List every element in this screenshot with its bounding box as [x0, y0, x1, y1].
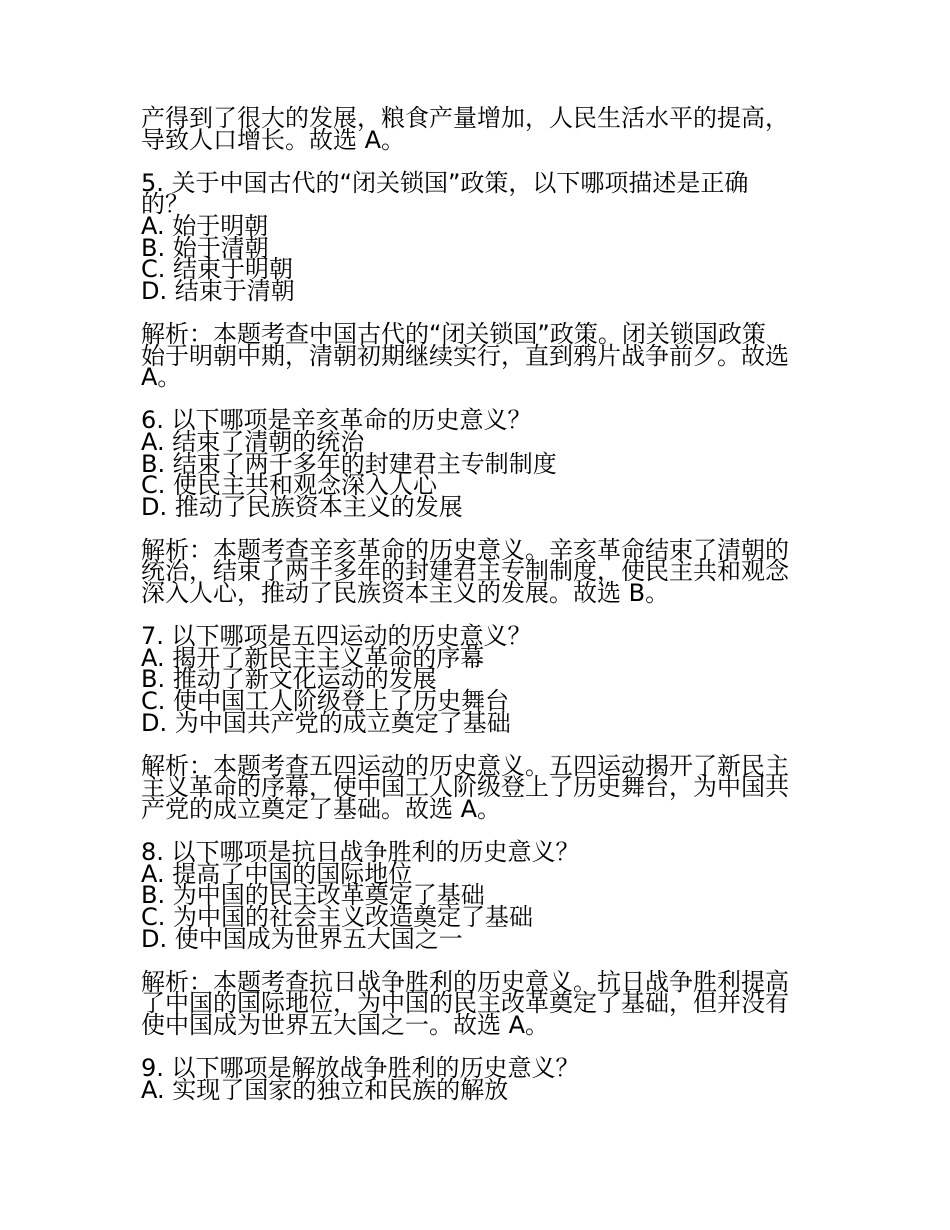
question-text: 的？	[141, 190, 189, 219]
analysis-line: 了中国的国际地位，为中国的民主改革奠定了基础，但并没有	[141, 989, 789, 1018]
option-b: B. 推动了新文化运动的发展	[141, 665, 437, 694]
question-6	[141, 406, 813, 521]
option-a: A. 提高了中国的国际地位	[141, 859, 413, 888]
question-text: 8. 以下哪项是抗日战争胜利的历史意义？	[141, 838, 580, 867]
option-a: A. 实现了国家的独立和民族的解放	[141, 1075, 509, 1104]
analysis-line: A。	[141, 363, 182, 392]
option-d: D. 结束于清朝	[141, 276, 295, 305]
analysis-line: 统治，结束了两千多年的封建君主专制制度，使民主共和观念	[141, 557, 789, 586]
option-d: D. 推动了民族资本主义的发展	[141, 492, 463, 521]
option-b: B. 结束了两千多年的封建君主专制制度	[141, 449, 557, 478]
analysis-line: 解析：本题考查中国古代的“闭关锁国”政策。闭关锁国政策	[141, 319, 766, 348]
analysis-line: 主义革命的序幕，使中国工人阶级登上了历史舞台，为中国共	[141, 773, 789, 802]
question-7	[141, 622, 813, 737]
analysis-line: 使中国成为世界五大国之一。故选 A。	[141, 1010, 550, 1039]
question-8	[141, 838, 813, 953]
analysis-5	[141, 319, 813, 392]
document-body	[141, 104, 813, 1123]
option-a: A. 揭开了新民主主义革命的序幕	[141, 643, 485, 672]
option-b: B. 始于清朝	[141, 233, 269, 262]
option-d: D. 为中国共产党的成立奠定了基础	[141, 708, 511, 737]
option-a: A. 始于明朝	[141, 211, 269, 240]
analysis-line: 解析：本题考查五四运动的历史意义。五四运动揭开了新民主	[141, 751, 789, 780]
intro-line: 导致人口增长。故选 A。	[141, 125, 406, 154]
option-d: D. 使中国成为世界五大国之一	[141, 924, 463, 953]
question-text: 6. 以下哪项是辛亥革命的历史意义？	[141, 406, 532, 435]
analysis-line: 始于明朝中期，清朝初期继续实行，直到鸦片战争前夕。故选	[141, 341, 789, 370]
analysis-8	[141, 967, 813, 1039]
option-c: C. 使民主共和观念深入人心	[141, 471, 438, 500]
analysis-line: 深入人心，推动了民族资本主义的发展。故选 B。	[141, 579, 670, 608]
analysis-line: 解析：本题考查辛亥革命的历史意义。辛亥革命结束了清朝的	[141, 535, 789, 564]
option-c: C. 使中国工人阶级登上了历史舞台	[141, 687, 510, 716]
analysis-7	[141, 751, 813, 823]
question-5	[141, 168, 813, 305]
question-text: 9. 以下哪项是解放战争胜利的历史意义？	[141, 1054, 580, 1083]
question-text: 7. 以下哪项是五四运动的历史意义？	[141, 622, 532, 651]
option-c: C. 结束于明朝	[141, 255, 294, 284]
option-c: C. 为中国的社会主义改造奠定了基础	[141, 902, 534, 931]
analysis-line: 产党的成立奠定了基础。故选 A。	[141, 795, 502, 823]
question-9	[141, 1054, 813, 1104]
analysis-line: 解析：本题考查抗日战争胜利的历史意义。抗日战争胜利提高	[141, 967, 789, 996]
option-b: B. 为中国的民主改革奠定了基础	[141, 881, 485, 910]
analysis-6	[141, 535, 813, 608]
intro-paragraph	[141, 104, 813, 154]
question-text: 5. 关于中国古代的“闭关锁国”政策，以下哪项描述是正确	[141, 168, 749, 197]
option-a: A. 结束了清朝的统治	[141, 427, 365, 456]
intro-line: 产得到了很大的发展，粮食产量增加，人民生活水平的提高，	[141, 104, 789, 132]
